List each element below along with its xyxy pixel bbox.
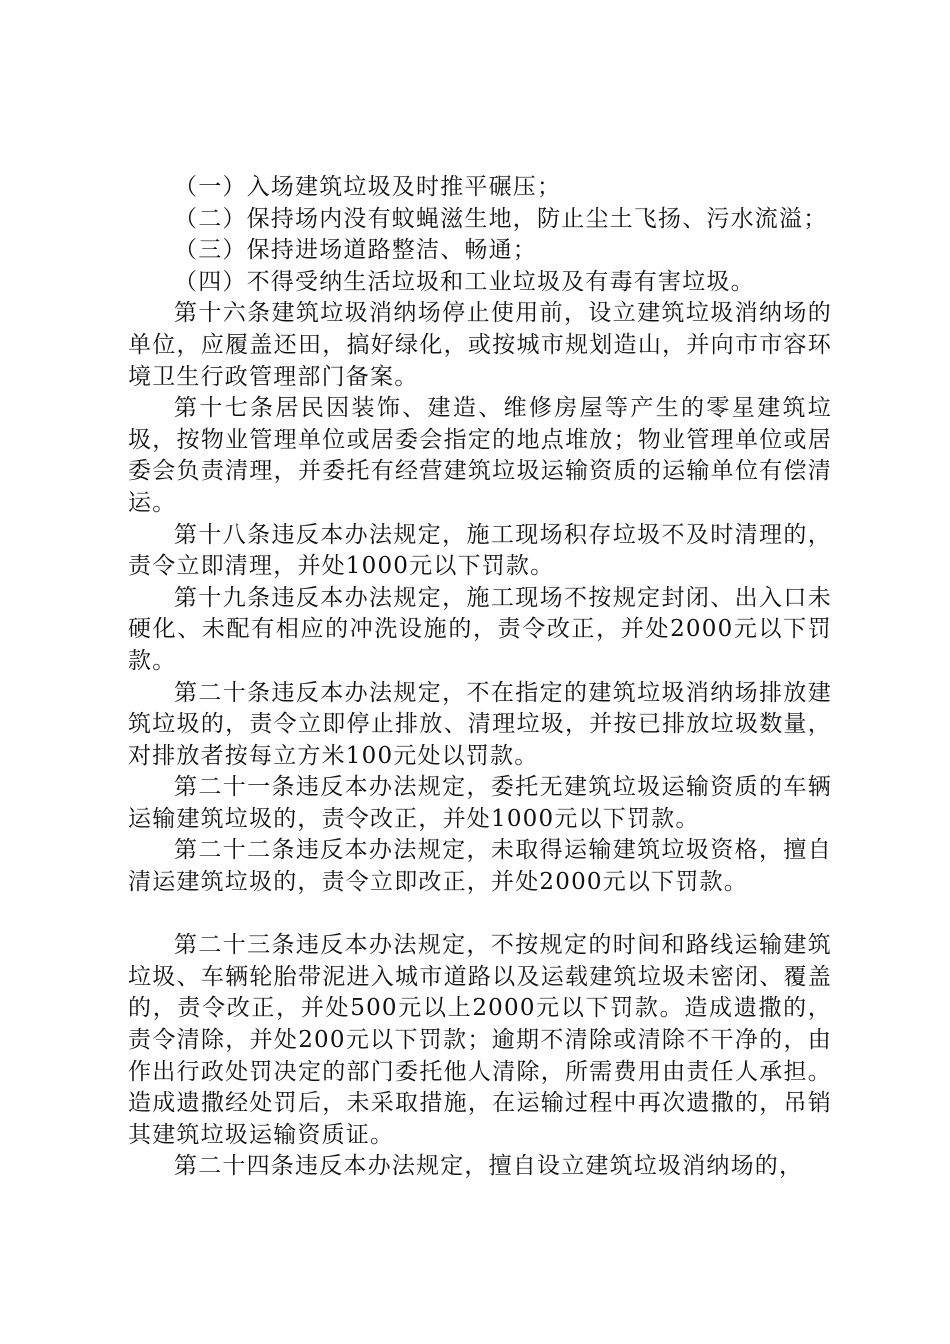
paragraph-item-1: （一）入场建筑垃圾及时推平碾压； [174,174,562,200]
article-20: 第二十条违反本办法规定，不在指定的建筑垃圾消纳场排放建筑垃圾的，责令立即停止排放、清理垃圾，并按已排放垃圾数量，对排放者按每立方米100元处以罚款。 [128,679,832,769]
article-22: 第二十二条违反本办法规定，未取得运输建筑垃圾资格，擅自清运建筑垃圾的，责令立即改正，并处2000元以下罚款。 [128,837,832,896]
article-24: 第二十四条违反本办法规定，擅自设立建筑垃圾消纳场的， [174,1153,804,1180]
article-23: 第二十三条违反本办法规定，不按规定的时间和路线运输建筑垃圾、车辆轮胎带泥进入城市道路以及运载建筑垃圾未密闭、覆盖的，责令改正，并处500元以上2000元以下罚款。造成遗撒的，责令清除，并处200元以下罚款；逾期不清除或清除不干净的，由作出行政处罚决定的部门委托他人清除，所需费用由责任人承担。造成遗撒经处罚后，未采取措施，在运输过程中再次遗撒的，吊销其建筑垃圾运输资质证。 [128,932,832,1148]
article-16: 第十六条建筑垃圾消纳场停止使用前，设立建筑垃圾消纳场的单位，应履盖还田，搞好绿化，或按城市规划造山，并向市市容环境卫生行政管理部门备案。 [128,300,832,390]
paragraph-item-4: （四）不得受纳生活垃圾和工业垃圾及有毒有害垃圾。 [174,268,755,295]
article-21: 第二十一条违反本办法规定，委托无建筑垃圾运输资质的车辆运输建筑垃圾的，责令改正，并处1000元以下罚款。 [128,774,832,832]
document-body [128,172,832,1183]
article-18: 第十八条违反本办法规定，施工现场积存垃圾不及时清理的，责令立即清理，并处1000元以下罚款。 [128,521,832,580]
article-19: 第十九条违反本办法规定，施工现场不按规定封闭、出入口未硬化、未配有相应的冲洗设施的，责令改正，并处2000元以下罚款。 [128,584,832,674]
paragraph-item-2: （二）保持场内没有蚊蝇滋生地，防止尘土飞扬、污水流溢； [174,205,828,232]
paragraph-item-3: （三）保持进场道路整洁、畅通； [174,237,537,264]
article-17: 第十七条居民因装饰、建造、维修房屋等产生的零星建筑垃圾，按物业管理单位或居委会指定的地点堆放；物业管理单位或居委会负责清理，并委托有经营建筑垃圾运输资质的运输单位有偿清运。 [128,395,832,516]
